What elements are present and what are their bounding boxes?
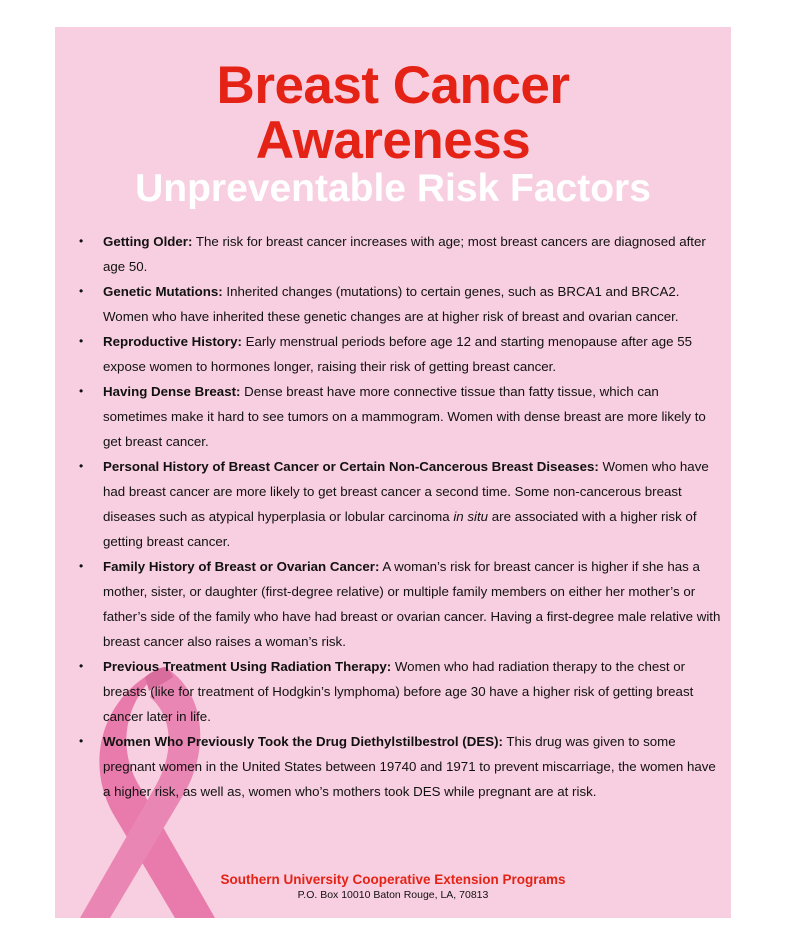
bullet-icon: • xyxy=(79,234,84,248)
list-item xyxy=(79,554,723,654)
subtitle: Unpreventable Risk Factors xyxy=(135,167,651,210)
risk-text: This drug was given to some pregnant women in the United States between 19740 and 1971 to prevent miscarriage, the women have a higher risk, as well as, women who’s mothers took DES while pregnant are at risk. xyxy=(103,734,716,799)
bullet-icon: • xyxy=(79,459,84,473)
risk-text: Women who have had breast cancer are more likely to get breast cancer a second time. Some non-cancerous breast diseases such as atypical hyperplasia or lobular carcinoma xyxy=(103,459,709,524)
risk-term: Women Who Previously Took the Drug Diethylstilbestrol (DES): xyxy=(103,734,503,749)
list-item xyxy=(79,229,723,279)
bullet-icon: • xyxy=(79,659,84,673)
risk-factor-list xyxy=(79,229,723,804)
title-line-2: Awareness xyxy=(255,111,531,170)
risk-term: Personal History of Breast Cancer or Certain Non-Cancerous Breast Diseases: xyxy=(103,459,599,474)
risk-text: Dense breast have more connective tissue than fatty tissue, which can sometimes make it hard to see tumors on a mammogram. Women with dense breast are more likely to get breast cancer. xyxy=(103,384,706,449)
bullet-icon: • xyxy=(79,384,84,398)
risk-text-emphasis: in situ xyxy=(453,509,489,524)
footer-address: P.O. Box 10010 Baton Rouge, LA, 70813 xyxy=(297,889,489,901)
risk-text: Inherited changes (mutations) to certain genes, such as BRCA1 and BRCA2. Women who have inherited these genetic changes are at higher risk of breast and ovarian cancer. xyxy=(103,284,680,324)
risk-term: Genetic Mutations: xyxy=(103,284,223,299)
risk-text-continued: are associated with a higher risk of getting breast cancer. xyxy=(103,509,697,549)
list-item xyxy=(79,279,723,329)
poster xyxy=(55,27,731,918)
footer-organization: Southern University Cooperative Extension Programs xyxy=(220,872,566,887)
list-item xyxy=(79,454,723,554)
risk-term: Getting Older: xyxy=(103,234,193,249)
risk-text: Women who had radiation therapy to the chest or breasts (like for treatment of Hodgkin’s lymphoma) before age 30 have a higher risk of getting breast cancer later in life. xyxy=(103,659,694,724)
risk-term: Family History of Breast or Ovarian Cancer: xyxy=(103,559,380,574)
risk-term: Reproductive History: xyxy=(103,334,242,349)
risk-text: Early menstrual periods before age 12 and starting menopause after age 55 expose women to hormones longer, raising their risk of getting breast cancer. xyxy=(103,334,693,374)
risk-text: A woman’s risk for breast cancer is higher if she has a mother, sister, or daughter (first-degree relative) or multiple family members on either her mother’s or father’s side of the family who have had breast or ovarian cancer. Having a first-degree male relative with breast cancer also raises a woman’s risk. xyxy=(103,559,721,649)
bullet-icon: • xyxy=(79,284,84,298)
bullet-icon: • xyxy=(79,334,84,348)
list-item xyxy=(79,379,723,454)
list-item xyxy=(79,329,723,379)
list-item xyxy=(79,654,723,729)
risk-text: The risk for breast cancer increases with age; most breast cancers are diagnosed after age 50. xyxy=(103,234,706,274)
list-item xyxy=(79,729,723,804)
risk-term: Having Dense Breast: xyxy=(103,384,241,399)
risk-term: Previous Treatment Using Radiation Therapy: xyxy=(103,659,392,674)
bullet-icon: • xyxy=(79,559,84,573)
title-line-1: Breast Cancer xyxy=(216,56,570,115)
bullet-icon: • xyxy=(79,734,84,748)
